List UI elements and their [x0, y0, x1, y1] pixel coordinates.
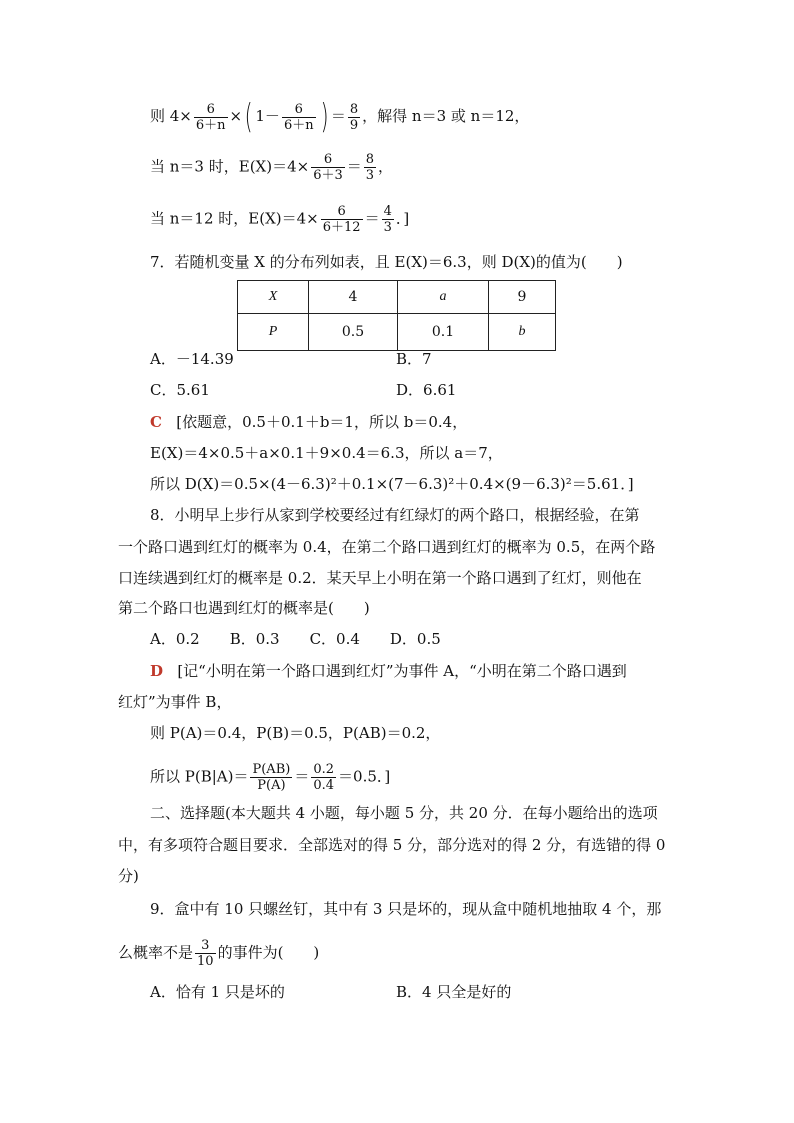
- denominator: P(A): [257, 778, 286, 793]
- text: ＝: [364, 209, 380, 228]
- text: ＝: [346, 157, 362, 176]
- text: ×: [229, 107, 243, 125]
- text: ，解得 n＝3 或 n＝12，: [362, 107, 530, 125]
- fraction: [311, 762, 336, 793]
- text: [依题意，0.5＋0.1＋b＝1，所以 b＝0.4，: [176, 413, 468, 431]
- table-cell: 0.5: [309, 314, 398, 351]
- table-cell: b: [489, 314, 556, 351]
- solution-line-3: [150, 204, 409, 235]
- denominator: 6＋n: [283, 117, 314, 133]
- section-2-heading-line-3: 分): [118, 867, 139, 885]
- text: 则 4×: [150, 107, 192, 125]
- text: 的事件为( ): [217, 943, 320, 962]
- denominator: 6＋12: [322, 220, 361, 235]
- numerator: 8: [365, 152, 375, 167]
- solution-line-2: [150, 152, 393, 183]
- q7-solution-line-1: [150, 412, 467, 432]
- fraction: [195, 938, 216, 969]
- text: ．]: [395, 209, 410, 228]
- text: 所以 P(B|A)＝: [150, 767, 249, 786]
- question-7-stem: 7．若随机变量 X 的分布列如表，且 E(X)＝6.3，则 D(X)的值为( ): [150, 253, 623, 271]
- table-cell: P: [238, 314, 309, 351]
- numerator: 8: [349, 101, 359, 117]
- section-2-heading-line-1: 二、选择题(本大题共 4 小题，每小题 5 分，共 20 分．在每小题给出的选项: [150, 804, 658, 822]
- fraction: [282, 102, 316, 133]
- denominator: 3: [365, 168, 375, 183]
- numerator: 0.2: [313, 762, 335, 777]
- numerator: 6: [311, 152, 345, 168]
- q9-option-b: B．4 只全是好的: [396, 983, 512, 1001]
- left-paren: (: [244, 97, 253, 137]
- q8-solution-line-2: 红灯”为事件 B，: [118, 693, 232, 711]
- q8-solution-line-4: [150, 762, 390, 793]
- text: ＝: [294, 767, 310, 786]
- question-9-line-2: [118, 938, 319, 969]
- text: 当 n＝12 时，E(X)＝4×: [150, 209, 319, 228]
- option-b: B．7: [396, 350, 432, 368]
- text: ＝: [330, 107, 346, 125]
- denominator: 9: [349, 117, 359, 133]
- numerator: 6: [194, 102, 228, 118]
- q9-option-a: A．恰有 1 只是坏的: [150, 983, 285, 1001]
- q8-solution-line-3: 则 P(A)＝0.4，P(B)＝0.5，P(AB)＝0.2，: [150, 724, 441, 742]
- numerator: P(AB): [252, 762, 291, 777]
- question-9-line-1: 9．盒中有 10 只螺丝钉，其中有 3 只是坏的，现从盒中随机地抽取 4 个，那: [150, 900, 662, 918]
- fraction: [382, 204, 394, 235]
- fraction: [364, 152, 376, 183]
- section-2-heading-line-2: 中，有多项符合题目要求．全部选对的得 5 分，部分选对的得 2 分，有选错的得 0: [118, 836, 666, 854]
- table-cell: 0.1: [398, 314, 489, 351]
- text: ，: [378, 157, 394, 176]
- fraction: [194, 102, 228, 133]
- option-d: D．6.61: [396, 381, 457, 399]
- text: [记“小明在第一个路口遇到红灯”为事件 A，“小明在第二个路口遇到: [177, 662, 627, 680]
- option-a: A．－14.39: [150, 350, 234, 368]
- denominator: 3: [383, 220, 392, 235]
- q8-solution-line-1: [150, 661, 627, 681]
- option-c: C．5.61: [150, 381, 210, 399]
- table-row: [238, 314, 556, 351]
- question-8-options: A．0.2 B．0.3 C．0.4 D．0.5: [150, 630, 441, 648]
- right-paren: ): [320, 97, 329, 137]
- numerator: 6: [321, 204, 363, 220]
- denominator: 6＋3: [313, 168, 343, 183]
- text: 当 n＝3 时，E(X)＝4×: [150, 157, 310, 176]
- table-cell: 9: [489, 281, 556, 314]
- q7-solution-line-2: E(X)＝4×0.5＋a×0.1＋9×0.4＝6.3，所以 a＝7，: [150, 444, 503, 462]
- question-8-line-4: 第二个路口也遇到红灯的概率是( ): [118, 599, 370, 617]
- denominator: 6＋n: [195, 117, 226, 133]
- q7-solution-line-3: 所以 D(X)＝0.5×(4－6.3)²＋0.1×(7－6.3)²＋0.4×(9－6.3)²＝5.61．]: [150, 475, 634, 493]
- fraction: [250, 762, 292, 793]
- table-cell: a: [398, 281, 489, 314]
- numerator: 6: [282, 102, 316, 118]
- text: 么概率不是: [118, 943, 194, 962]
- table-row: [238, 281, 556, 314]
- answer-letter: D: [150, 662, 164, 680]
- denominator: 10: [197, 954, 214, 969]
- answer-letter: C: [150, 413, 162, 431]
- fraction: [321, 204, 363, 235]
- numerator: 3: [195, 938, 216, 954]
- question-8-line-3: 口连续遇到红灯的概率是 0.2．某天早上小明在第一个路口遇到了红灯，则他在: [118, 569, 642, 587]
- text: 1－: [255, 107, 280, 125]
- distribution-table: [237, 280, 556, 351]
- table-cell: X: [238, 281, 309, 314]
- question-8-line-1: 8．小明早上步行从家到学校要经过有红绿灯的两个路口，根据经验，在第: [150, 506, 640, 524]
- numerator: 4: [383, 204, 392, 219]
- table-cell: 4: [309, 281, 398, 314]
- solution-line-1: [150, 97, 530, 137]
- text: ＝0.5．]: [338, 767, 391, 786]
- denominator: 0.4: [313, 778, 335, 793]
- fraction: [348, 102, 360, 133]
- question-8-line-2: 一个路口遇到红灯的概率为 0.4，在第二个路口遇到红灯的概率为 0.5，在两个路: [118, 538, 656, 556]
- fraction: [311, 152, 345, 183]
